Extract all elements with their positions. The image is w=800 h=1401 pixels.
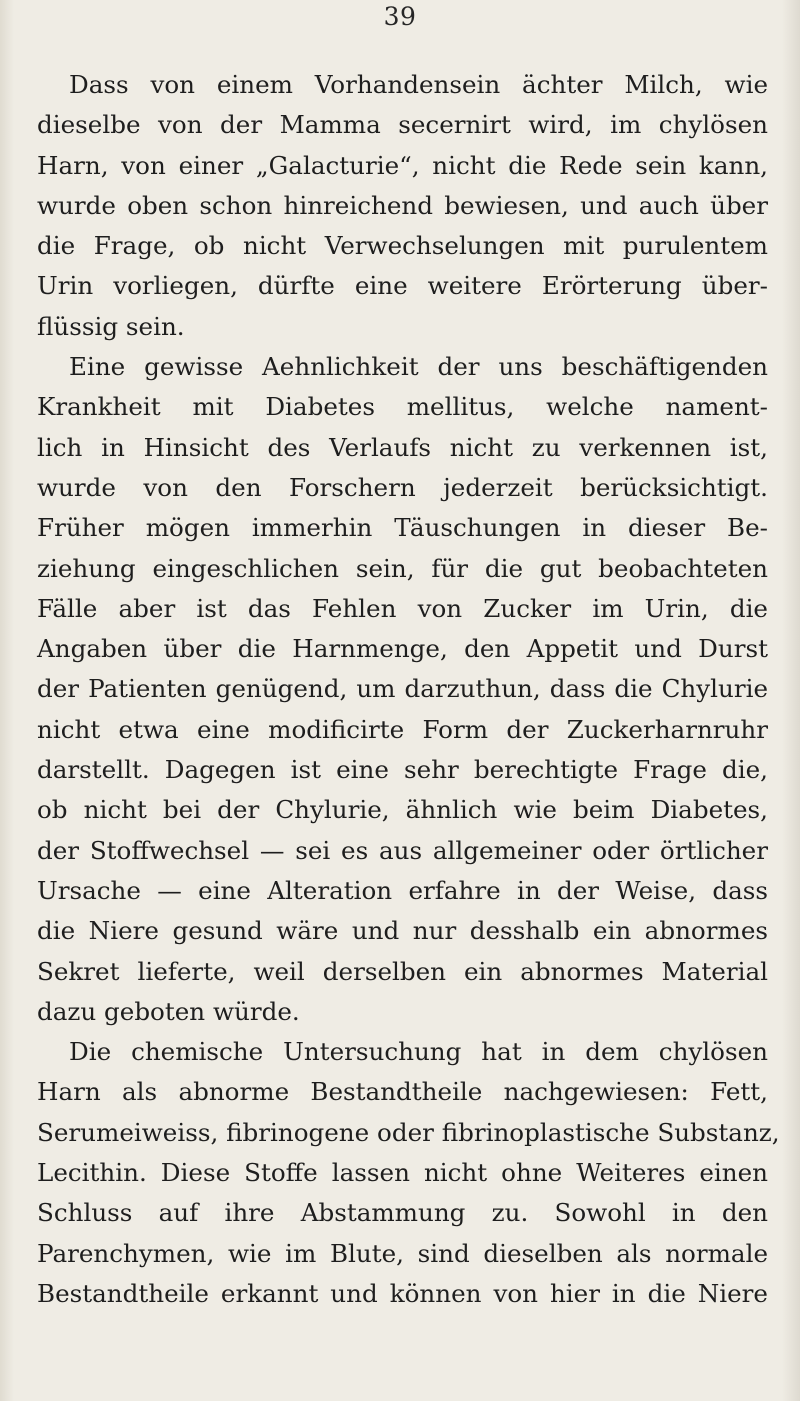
text-line: ziehung eingeschlichen sein, für die gut beobachteten — [37, 553, 768, 583]
text-body — [37, 65, 780, 1314]
text-line: Lecithin. Diese Stoffe lassen nicht ohne Weiteres einen — [37, 1158, 768, 1188]
text-line: der Stoffwechsel — sei es aus allgemeiner oder örtlicher — [37, 835, 768, 865]
text-line: Parenchymen, wie im Blute, sind dieselben als normale — [37, 1238, 768, 1268]
text-line: Bestandtheile erkannt und können von hier in die Niere — [37, 1278, 768, 1308]
text-line: Früher mögen immerhin Täuschungen in dieser Be- — [37, 513, 768, 543]
text-line: Urin vorliegen, dürfte eine weitere Erörterung über- — [37, 271, 768, 301]
text-line: die Frage, ob nicht Verwechselungen mit purulentem — [37, 231, 768, 261]
text-line: Harn als abnorme Bestandtheile nachgewiesen: Fett, — [37, 1077, 768, 1107]
text-line: Harn, von einer „Galacturie“, nicht die Rede sein kann, — [37, 150, 768, 180]
text-line: Schluss auf ihre Abstammung zu. Sowohl in den — [37, 1198, 768, 1228]
text-line: wurde von den Forschern jederzeit berücksichtigt. — [37, 472, 768, 502]
page-number: 39 — [383, 2, 417, 31]
text-line: flüssig sein. — [37, 311, 185, 341]
text-line: Die chemische Untersuchung hat in dem chylösen — [69, 1037, 768, 1067]
paragraph — [37, 347, 768, 1032]
text-line: die Niere gesund wäre und nur desshalb ein abnormes — [37, 916, 768, 946]
text-line: Eine gewisse Aehnlichkeit der uns beschäftigenden — [69, 352, 768, 382]
text-line: dieselbe von der Mamma secernirt wird, im chylösen — [37, 110, 768, 140]
text-line: Dass von einem Vorhandensein ächter Milch, wie — [69, 70, 768, 99]
text-line: ob nicht bei der Chylurie, ähnlich wie beim Diabetes, — [37, 795, 768, 825]
text-line: Sekret lieferte, weil derselben ein abnormes Material — [37, 956, 768, 986]
text-line: lich in Hinsicht des Verlaufs nicht zu verkennen ist, — [37, 432, 768, 462]
paragraph — [37, 1032, 780, 1314]
text-line: Serumeiweiss, fibrinogene oder fibrinoplastische Substanz, — [37, 1117, 780, 1147]
text-line: der Patienten genügend, um darzuthun, dass die Chylurie — [37, 674, 768, 704]
text-line: Fälle aber ist das Fehlen von Zucker im Urin, die — [37, 593, 768, 623]
text-line: Angaben über die Harnmenge, den Appetit und Durst — [37, 634, 768, 664]
text-line: nicht etwa eine modificirte Form der Zuckerharnruhr — [37, 714, 768, 744]
text-line: wurde oben schon hinreichend bewiesen, und auch über — [37, 190, 768, 220]
text-line: Krankheit mit Diabetes mellitus, welche nament- — [37, 392, 768, 422]
text-line: darstellt. Dagegen ist eine sehr berechtigte Frage die, — [37, 755, 768, 785]
paragraph — [37, 65, 768, 347]
text-line: Ursache — eine Alteration erfahre in der Weise, dass — [37, 875, 768, 905]
text-line: dazu geboten würde. — [37, 996, 300, 1026]
